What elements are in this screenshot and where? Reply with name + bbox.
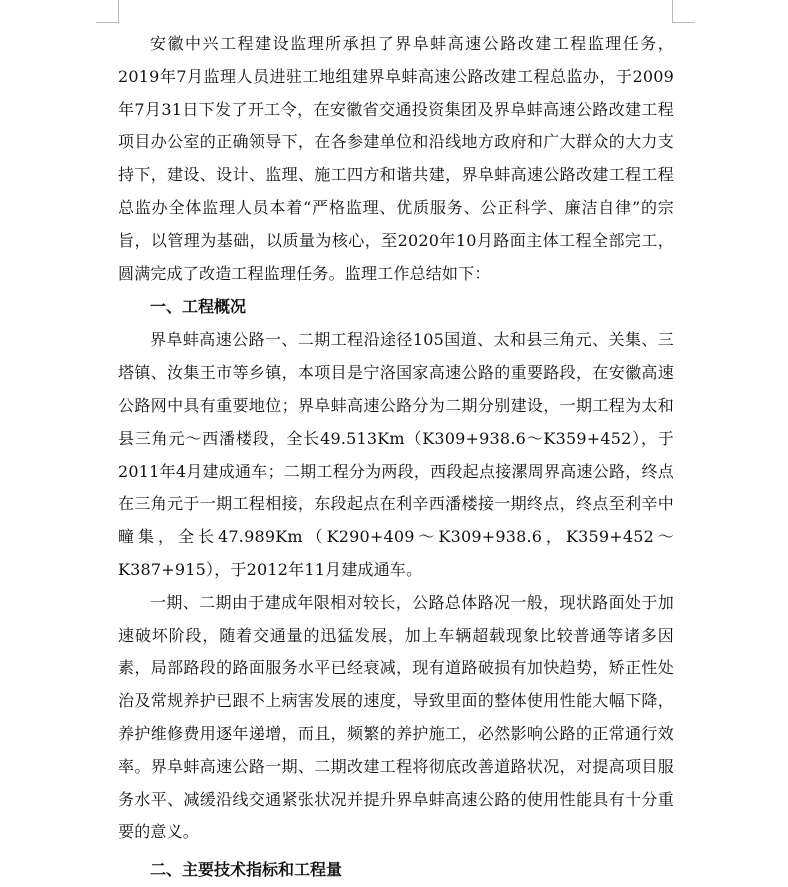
- overview-paragraph-1: 界阜蚌高速公路一、二期工程沿途径105国道、太和县三角元、关集、三塔镇、汝集王市等乡镇，本项目是宁洛国家高速公路的重要路段，在安徽高速公路网中具有重要地位；界阜蚌高速公路分为二期分别建设，一期工程为太和县三角元～西潘楼段，全长49.513Km（K309+938.6～K359+452），于2011年4月建成通车；二期工程分为两段，西段起点接漯周界高速公路，终点在三角元于一期工程相接，东段起点在利辛西潘楼接一期终点，终点至利辛中疃集，全长47.989Km（K290+409～K309+938.6，K359+452～K387+915），于2012年11月建成通车。: [118, 330, 674, 579]
- intro-paragraph: 安徽中兴工程建设监理所承担了界阜蚌高速公路改建工程监理任务，2019年7月监理人员进驻工地组建界阜蚌高速公路改建工程总监办，于2009年7月31日下发了开工令，在安徽省交通投资集团及界阜蚌高速公路改建工程项目办公室的正确领导下，在各参建单位和沿线地方政府和广大群众的大力支持下，建设、设计、监理、施工四方和谐共建，界阜蚌高速公路改建工程工程总监办全体监理人员本着“严格监理、优质服务、公正科学、廉洁自律”的宗旨，以管理为基础，以质量为核心，至2020年10月路面主体工程全部完工，圆满完成了改造工程监理任务。监理工作总结如下：: [118, 34, 674, 283]
- crop-mark-top-left: [96, 0, 119, 23]
- crop-mark-top-right: [672, 0, 695, 23]
- section-heading-overview: 一、工程概况: [150, 297, 247, 317]
- section-heading-technical: 二、主要技术指标和工程量: [150, 860, 343, 880]
- overview-paragraph-2: 一期、二期由于建成年限相对较长，公路总体路况一般，现状路面处于加速破坏阶段，随着交通量的迅猛发展，加上车辆超载现象比较普通等诸多因素，局部路段的路面服务水平已经衰减，现有道路破损有加快趋势，矫正性处治及常规养护已跟不上病害发展的速度，导致里面的整体使用性能大幅下降，养护维修费用逐年递增，而且，频繁的养护施工，必然影响公路的正常通行效率。界阜蚌高速公路一期、二期改建工程将彻底改善道路状况，对提高项目服务水平、减缓沿线交通紧张状况并提升界阜蚌高速公路的使用性能具有十分重要的意义。: [118, 592, 674, 842]
- document-body: [118, 28, 674, 887]
